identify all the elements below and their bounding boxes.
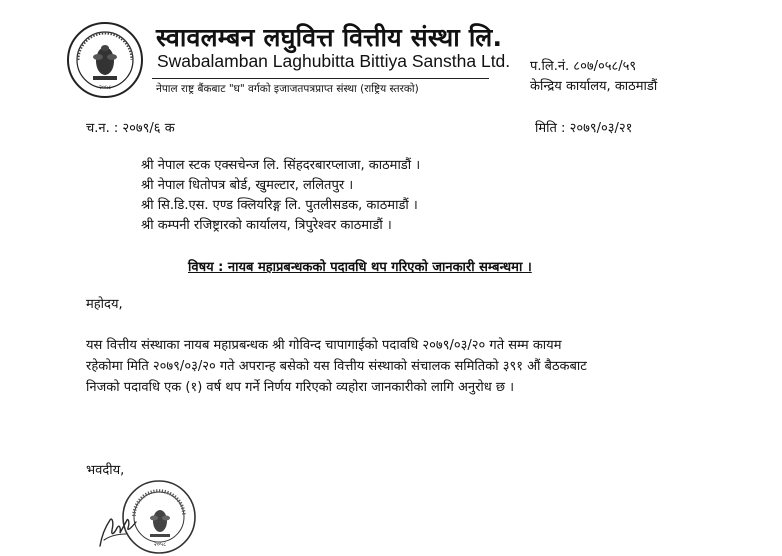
organization-name-english: Swabalamban Laghubitta Bittiya Sanstha Ltd. — [157, 51, 511, 71]
office-location: केन्द्रिय कार्यालय, काठमाडौं — [530, 79, 658, 94]
letter-date: मिति : २०७९/०३/२१ — [535, 121, 633, 136]
registration-number: प.लि.नं. ८०७/०५८/५९ — [530, 59, 637, 74]
salutation: महोदय, — [86, 297, 123, 312]
recipient-line: श्री नेपाल धितोपत्र बोर्ड, खुमल्टार, ललितपुर । — [141, 178, 354, 193]
closing-text: भवदीय, — [86, 463, 125, 478]
reference-number: च.न. : २०७९/६ क — [86, 121, 175, 136]
body-line: निजको पदावधि एक (१) वर्ष थप गर्ने निर्णय गरिएको व्यहोरा जानकारीको लागि अनुरोध छ । — [86, 380, 515, 395]
recipient-line: श्री सि.डि.एस. एण्ड क्लियरिङ्ग लि. पुतलीसडक, काठमाडौं । — [141, 198, 418, 213]
organization-seal-icon — [66, 21, 144, 99]
recipient-line: श्री नेपाल स्टक एक्सचेन्ज लि. सिंहदरबारप्लाजा, काठमाडौं । — [141, 158, 421, 173]
svg-text:२०५८: २०५८ — [98, 84, 112, 91]
svg-text:२०५८: २०५८ — [153, 541, 167, 548]
subject-line: विषय : नायब महाप्रबन्धकको पदावधि थप गरिएको जानकारी सम्बन्धमा । — [188, 260, 532, 275]
recipient-line: श्री कम्पनी रजिष्ट्रारको कार्यालय, त्रिपुरेश्वर काठमाडौं । — [141, 218, 392, 233]
organization-name-nepali: स्वावलम्बन लघुवित्त वित्तीय संस्था लि. — [156, 23, 503, 52]
header-divider — [152, 78, 489, 79]
handwritten-signature-icon — [92, 500, 152, 550]
body-line: यस वित्तीय संस्थाका नायब महाप्रबन्धक श्री गोविन्द चापागाईको पदावधि २०७९/०३/२० गते सम्म कायम — [86, 338, 562, 353]
license-statement: नेपाल राष्ट्र बैंकबाट "घ" वर्गको इजाजतपत्रप्राप्त संस्था (राष्ट्रिय स्तरको) — [156, 83, 419, 95]
body-line: रहेकोमा मिति २०७९/०३/२० गते अपरान्ह बसेको यस वित्तीय संस्थाको संचालक समितिको ३९१ औं बैठकबाट — [86, 359, 587, 374]
